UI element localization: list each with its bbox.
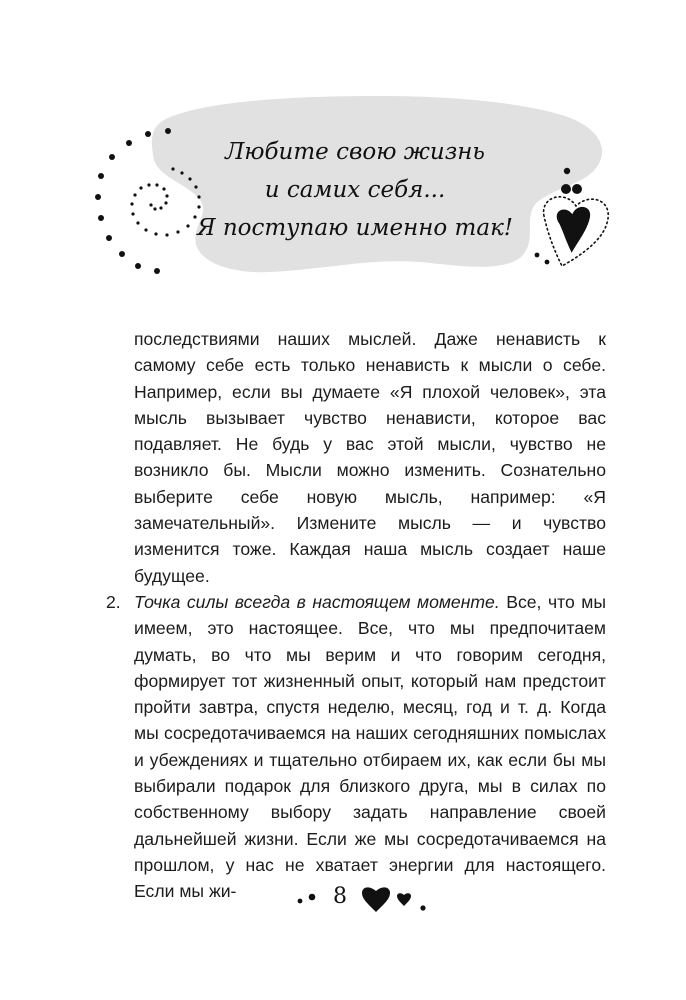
quote-line-3: Я поступаю именно так! [196,215,514,241]
small-heart-icon [397,893,411,906]
quote-line-1: Любите свою жизнь [225,139,485,165]
continuation-paragraph: последствиями наших мыслей. Даже ненависть к самому себе есть только ненависть к мысли о себе. Например, если вы думаете «Я плохой человек», эта мысль вызывает чувство ненависти, которое вас подавляет. Не будь у вас этой мысли, чувство не возникло бы. Мысли можно изменить. Сознательно выберите себе новую мысль, например: «Я замечательный». Измените мысль — и чувство изменится тоже. Каждая наша мысль создает наше будущее. [134,329,606,586]
dot-icon [309,894,316,901]
dot-icon [420,905,425,910]
header-quote [190,133,520,247]
list-item-title: Точка силы всегда в настоящем моменте. [134,591,500,612]
list-item-text: Все, что мы имеем, это настоящее. Все, что мы предпочитаем думать, во что мы верим и что говорим сегодня, формирует тот жизненный опыт, который нам предстоит пройти завтра, спустя неделю, месяц, год и т. д. Когда мы сосредотачиваемся на наших сегодняшних помыслах и убеждениях и тщательно отбираем их, как если бы мы выбирали подарок для близкого друга, мы в силах по собственному выбору задать направление своей дальнейшей жизни. Если же мы сосредотачиваемся на прошлом, у нас не хватает энергии для настоящего. Если мы жи- [134,591,606,902]
list-item-2 [106,589,606,905]
page-number: 8 [333,884,347,909]
heart-icon [362,887,390,912]
dot-icon [298,899,303,904]
quote-line-2: и самих себя... [264,177,446,203]
main-text [106,326,606,905]
list-item-number: 2. [106,591,121,612]
